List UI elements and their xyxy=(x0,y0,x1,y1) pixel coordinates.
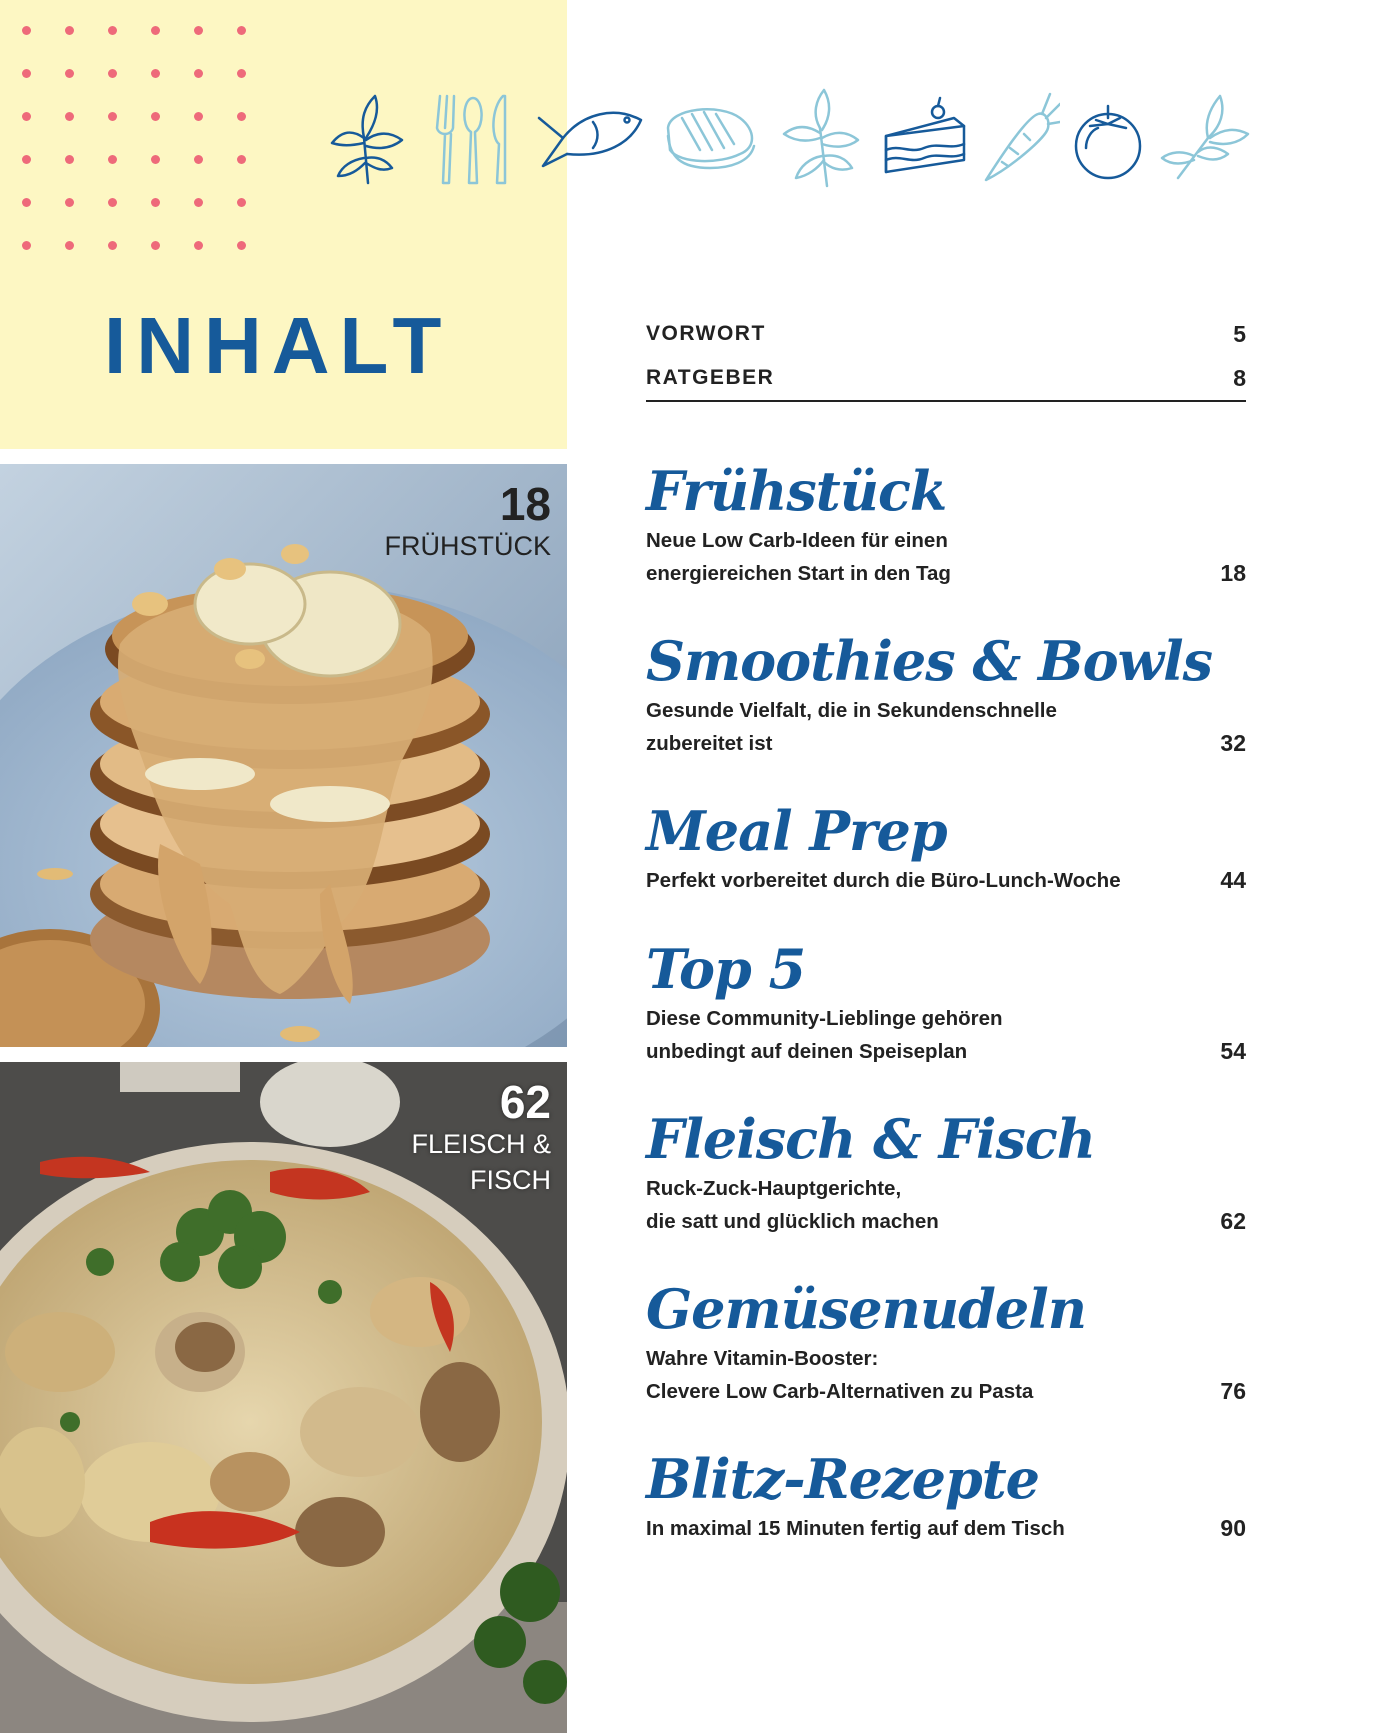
decorative-dot xyxy=(194,112,203,121)
decorative-dot xyxy=(65,155,74,164)
section-title: Frühstück xyxy=(646,459,947,523)
decorative-dot xyxy=(194,198,203,207)
food-icon-row xyxy=(320,88,1250,188)
description-line: In maximal 15 Minuten fertig auf dem Tisch xyxy=(646,1517,1065,1540)
section-page-number: 54 xyxy=(1220,1038,1246,1064)
section-page-number: 76 xyxy=(1220,1378,1246,1404)
section-description xyxy=(646,1002,1246,1068)
section-description xyxy=(646,1512,1246,1545)
cutlery-icon xyxy=(425,88,520,188)
decorative-dot xyxy=(194,26,203,35)
decorative-dot xyxy=(65,112,74,121)
description-line: Diese Community-Lieblinge gehören xyxy=(646,1007,1003,1030)
decorative-dot xyxy=(108,112,117,121)
description-line: Wahre Vitamin-Booster: xyxy=(646,1347,879,1370)
photo-page-number: 62 xyxy=(499,1076,551,1128)
decorative-dot xyxy=(22,155,31,164)
section-page-number: 32 xyxy=(1220,730,1246,756)
section-page-number: 44 xyxy=(1220,867,1246,893)
dot-pattern xyxy=(22,26,262,256)
divider xyxy=(646,400,1246,402)
decorative-dot xyxy=(237,26,246,35)
section-title: Fleisch & Fisch xyxy=(646,1107,1096,1171)
decorative-dot xyxy=(22,241,31,250)
decorative-dot xyxy=(194,155,203,164)
toc-label: RATGEBER xyxy=(646,366,775,389)
section-top-5[interactable] xyxy=(646,936,1246,1068)
description-line: Gesunde Vielfalt, die in Sekundenschnelle xyxy=(646,699,1057,722)
decorative-dot xyxy=(151,69,160,78)
photo-category: FISCH xyxy=(470,1165,551,1195)
decorative-dot xyxy=(237,112,246,121)
description-line: Neue Low Carb-Ideen für einen xyxy=(646,529,948,552)
section-description xyxy=(646,864,1246,897)
decorative-dot xyxy=(65,198,74,207)
fish-icon xyxy=(535,88,645,188)
toc-page: 8 xyxy=(1233,365,1246,391)
section-description xyxy=(646,694,1246,760)
decorative-dot xyxy=(151,112,160,121)
decorative-dot xyxy=(237,69,246,78)
decorative-dot xyxy=(194,69,203,78)
decorative-dot xyxy=(151,241,160,250)
photo-label xyxy=(385,480,552,564)
description-line: unbedingt auf deinen Speiseplan xyxy=(646,1040,968,1063)
photo-category: FLEISCH & xyxy=(411,1129,551,1159)
photo-fruehstueck[interactable] xyxy=(0,464,567,1047)
section-title: Gemüsenudeln xyxy=(646,1277,1087,1341)
tomato-icon xyxy=(1068,88,1148,188)
section-fleisch-fisch[interactable] xyxy=(646,1106,1246,1238)
cake-icon xyxy=(880,88,970,188)
decorative-dot xyxy=(22,198,31,207)
decorative-dot xyxy=(237,155,246,164)
photo-fleisch-fisch[interactable] xyxy=(0,1062,567,1733)
toc-row-vorwort[interactable] xyxy=(646,316,1246,360)
section-meal-prep[interactable] xyxy=(646,798,1246,897)
toc-page: 5 xyxy=(1233,321,1246,347)
section-fruehstueck[interactable] xyxy=(646,458,1246,590)
decorative-dot xyxy=(108,69,117,78)
section-description xyxy=(646,524,1246,590)
decorative-dot xyxy=(151,155,160,164)
parsley-icon xyxy=(320,88,410,188)
section-blitz-rezepte[interactable] xyxy=(646,1446,1246,1545)
decorative-dot xyxy=(237,241,246,250)
description-line: zubereitet ist xyxy=(646,732,773,755)
section-gemuesenudeln[interactable] xyxy=(646,1276,1246,1408)
section-page-number: 18 xyxy=(1220,560,1246,586)
toc-label: VORWORT xyxy=(646,322,766,345)
section-title: Top 5 xyxy=(646,937,806,1001)
description-line: Ruck-Zuck-Hauptgerichte, xyxy=(646,1177,902,1200)
decorative-dot xyxy=(22,26,31,35)
toc-row-ratgeber[interactable] xyxy=(646,360,1246,404)
decorative-dot xyxy=(65,26,74,35)
description-line: Clevere Low Carb-Alternativen zu Pasta xyxy=(646,1380,1034,1403)
section-smoothies-bowls[interactable] xyxy=(646,628,1246,760)
section-title: Meal Prep xyxy=(646,799,947,863)
decorative-dot xyxy=(108,26,117,35)
decorative-dot xyxy=(108,241,117,250)
carrot-icon xyxy=(980,88,1060,188)
header-yellow-block xyxy=(0,0,567,449)
decorative-dot xyxy=(151,198,160,207)
toc-top-list xyxy=(646,316,1246,404)
section-page-number: 62 xyxy=(1220,1208,1246,1234)
description-line: die satt und glücklich machen xyxy=(646,1210,939,1233)
parsley-icon xyxy=(1158,88,1253,188)
decorative-dot xyxy=(194,241,203,250)
decorative-dot xyxy=(151,26,160,35)
decorative-dot xyxy=(65,241,74,250)
description-line: energiereichen Start in den Tag xyxy=(646,562,951,585)
section-description xyxy=(646,1342,1246,1408)
section-description xyxy=(646,1172,1246,1238)
parsley-icon xyxy=(772,88,867,188)
decorative-dot xyxy=(22,69,31,78)
decorative-dot xyxy=(22,112,31,121)
photo-label xyxy=(411,1078,551,1198)
section-title: Smoothies & Bowls xyxy=(646,629,1213,693)
page-title: INHALT xyxy=(104,301,452,390)
photo-category: FRÜHSTÜCK xyxy=(384,531,551,561)
photo-page-number: 18 xyxy=(499,478,551,530)
section-title: Blitz-Rezepte xyxy=(646,1447,1040,1511)
decorative-dot xyxy=(237,198,246,207)
description-line: Perfekt vorbereitet durch die Büro-Lunch-Woche xyxy=(646,869,1121,892)
section-page-number: 90 xyxy=(1220,1515,1246,1541)
decorative-dot xyxy=(108,198,117,207)
decorative-dot xyxy=(65,69,74,78)
decorative-dot xyxy=(108,155,117,164)
steak-icon xyxy=(660,88,760,188)
